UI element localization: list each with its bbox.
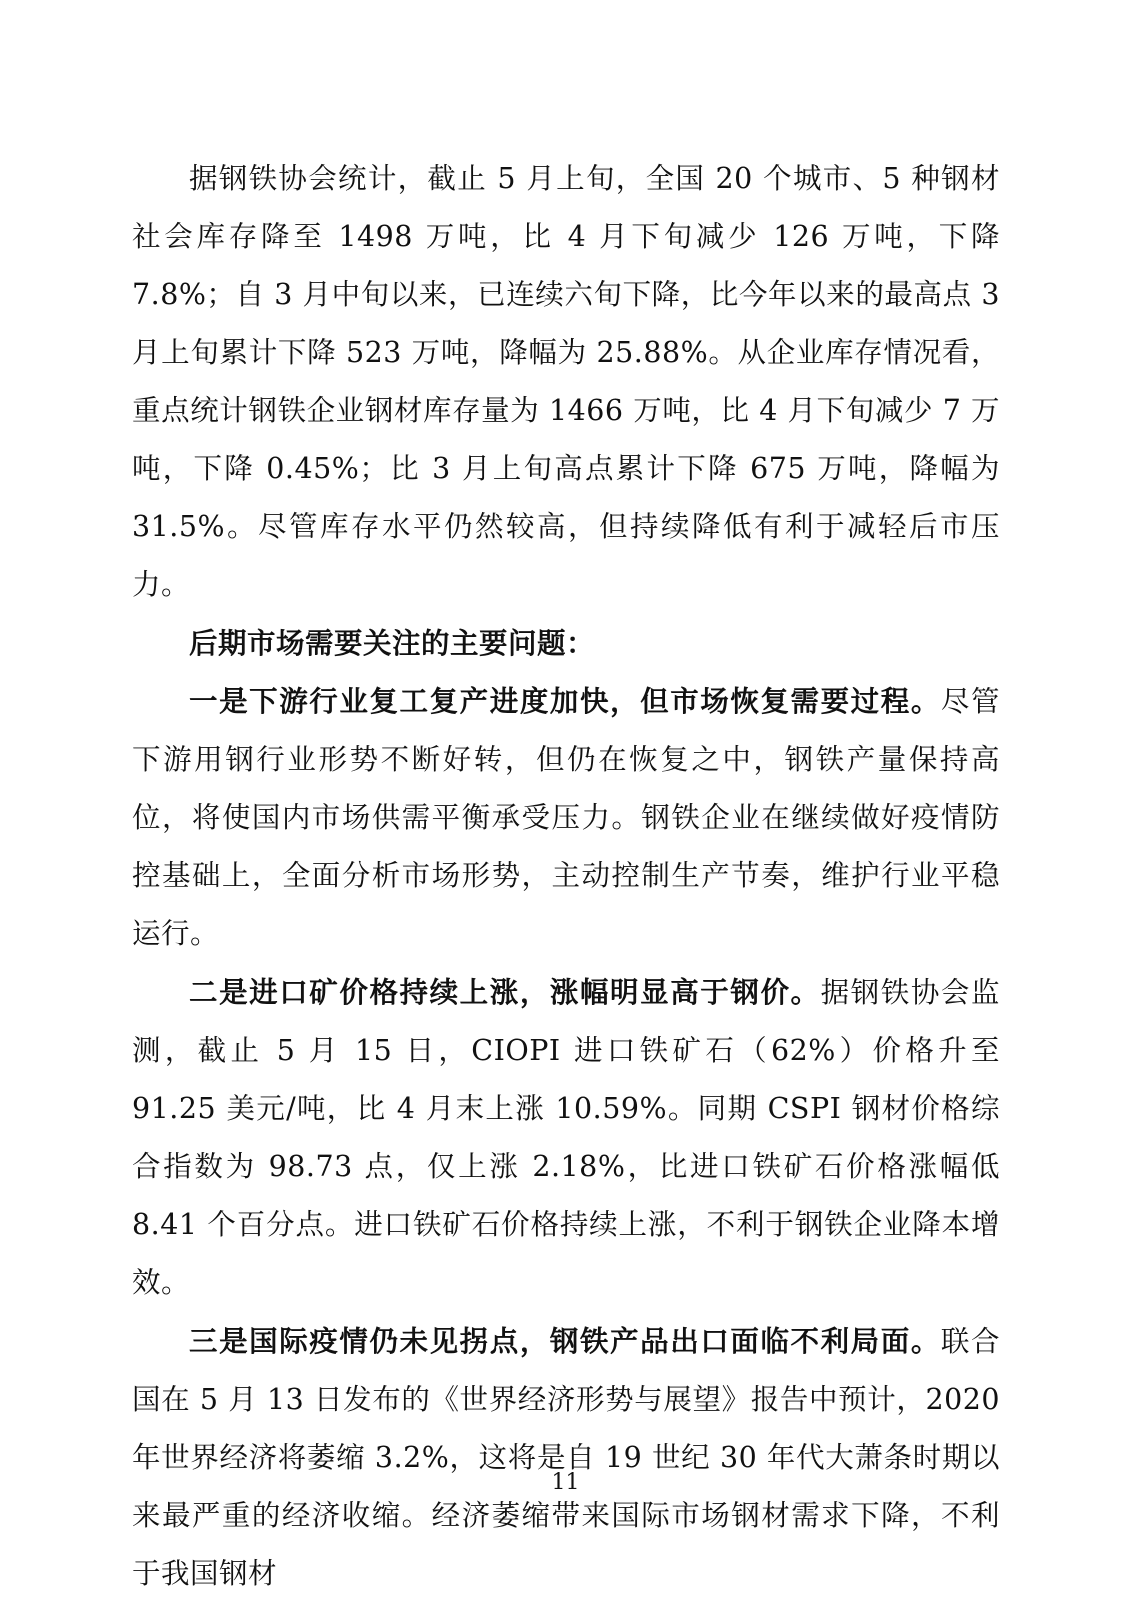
paragraph-issue-two: [132, 963, 1000, 1312]
paragraph-issue-one-body: 尽管下游用钢行业形势不断好转，但仍在恢复之中，钢铁产量保持高位，将使国内市场供需平衡承受压力。钢铁企业在继续做好疫情防控基础上，全面分析市场形势，主动控制生产节奏，维护行业平稳运行。: [132, 685, 1000, 950]
paragraph-issue-three: [132, 1312, 1000, 1600]
page-body: [132, 150, 1000, 1600]
paragraph-heading-issues: 后期市场需要关注的主要问题：: [189, 626, 596, 660]
paragraph-issue-three-lead: 三是国际疫情仍未见拐点，钢铁产品出口面临不利局面。: [189, 1324, 941, 1358]
paragraph-issue-one-lead: 一是下游行业复工复产进度加快，但市场恢复需要过程。: [189, 684, 941, 718]
paragraph-issue-two-lead: 二是进口矿价格持续上涨，涨幅明显高于钢价。: [189, 975, 821, 1009]
page-number: 11: [551, 1470, 580, 1495]
paragraph-issue-two-body: 据钢铁协会监测，截止 5 月 15 日，CIOPI 进口铁矿石（62%）价格升至 91.25 美元/吨，比 4 月末上涨 10.59%。同期 CSPI 钢材价格综合指数为 98.73 点，仅上涨 2.18%，比进口铁矿石价格涨幅低 8.41 个百分点。进口铁矿石价格持续上涨，不利于钢铁企业降本增效。: [132, 976, 1000, 1299]
paragraph-issue-one: [132, 672, 1000, 963]
paragraph-issue-three-body: 联合国在 5 月 13 日发布的《世界经济形势与展望》报告中预计，2020 年世界经济将萎缩 3.2%，这将是自 19 世纪 30 年代大萧条时期以来最严重的经济收缩。经济萎缩带来国际市场钢材需求下降，不利于我国钢材: [132, 1325, 1000, 1590]
paragraph-inventory: 据钢铁协会统计，截止 5 月上旬，全国 20 个城市、5 种钢材社会库存降至 1498 万吨，比 4 月下旬减少 126 万吨，下降 7.8%；自 3 月中旬以来，已连续六旬下降，比今年以来的最高点 3 月上旬累计下降 523 万吨，降幅为 25.88%。从企业库存情况看，重点统计钢铁企业钢材库存量为 1466 万吨，比 4 月下旬减少 7 万吨，下降 0.45%；比 3 月上旬高点累计下降 675 万吨，降幅为 31.5%。尽管库存水平仍然较高，但持续降低有利于减轻后市压力。: [132, 162, 1000, 601]
